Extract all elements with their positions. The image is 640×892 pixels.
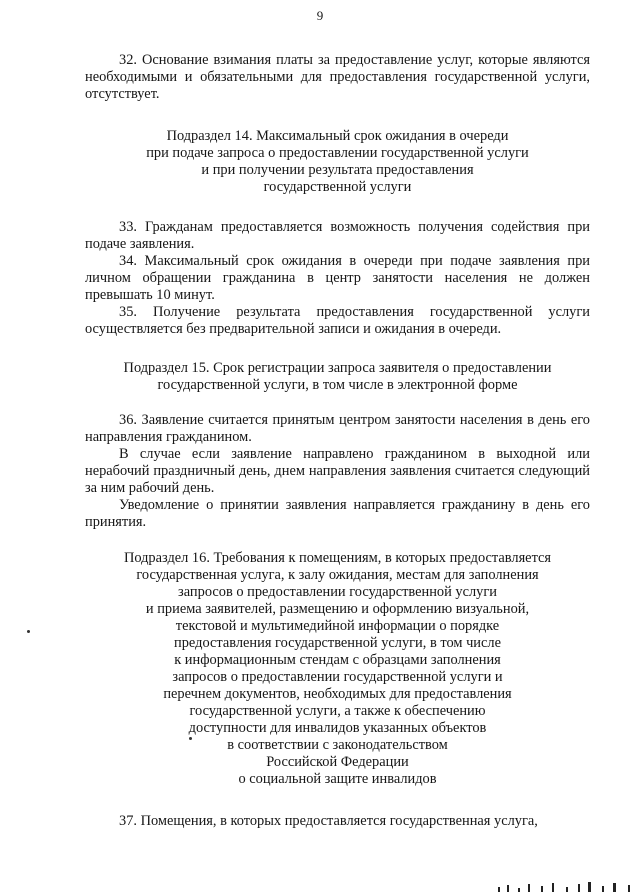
paragraph-36-weekend: В случае если заявление направлено гражданином в выходной или нерабочий праздничный день, днем направления заявления считается следующий за ним рабочий день.: [85, 446, 590, 496]
subsection-16-line: предоставления государственной услуги, в том числе: [174, 635, 501, 651]
subsection-16-line: в соответствии с законодательством: [227, 737, 448, 753]
subsection-15-heading: [85, 360, 590, 394]
paragraph-36-notice: Уведомление о принятии заявления направляется гражданину в день его принятия.: [85, 497, 590, 530]
subsection-16-line: о социальной защите инвалидов: [238, 771, 437, 787]
subsection-16-heading: [85, 550, 590, 788]
subsection-16-line: доступности для инвалидов указанных объектов: [188, 720, 487, 736]
paragraph-33: 33. Гражданам предоставляется возможность получения содействия при подаче заявления.: [85, 219, 590, 252]
paragraph-34: 34. Максимальный срок ожидания в очереди при подаче заявления при личном обращении гражданина в центр занятости населения не должен превышать 10 минут.: [85, 253, 590, 303]
subsection-16-line: государственной услуги, а также к обеспечению: [189, 703, 486, 719]
scan-speck: [189, 737, 192, 740]
subsection-16-line: запросов о предоставлении государственной услуги: [178, 584, 497, 600]
subsection-16-line: и приема заявителей, размещению и оформлению визуальной,: [145, 601, 530, 617]
subsection-15-line: Подраздел 15. Срок регистрации запроса заявителя о предоставлении: [123, 360, 552, 376]
subsection-16-line: государственная услуга, к залу ожидания, местам для заполнения: [136, 567, 539, 583]
subsection-15-line: государственной услуги, в том числе в электронной форме: [157, 377, 518, 393]
paragraph-35: 35. Получение результата предоставления государственной услуги осуществляется без предварительной записи и ожидания в очереди.: [85, 304, 590, 337]
paragraph-32: 32. Основание взимания платы за предоставление услуг, которые являются необходимыми и обязательными для предоставления государственной услуги, отсутствует.: [85, 52, 590, 102]
subsection-14-line: при подаче запроса о предоставлении государственной услуги: [146, 145, 529, 161]
paragraph-36: 36. Заявление считается принятым центром занятости населения в день его направления гражданином.: [85, 412, 590, 445]
subsection-16-line: Российской Федерации: [266, 754, 409, 770]
subsection-16-line: Подраздел 16. Требования к помещениям, в которых предоставляется: [123, 550, 552, 566]
scan-speck: [27, 630, 30, 633]
subsection-14-line: государственной услуги: [263, 179, 412, 195]
subsection-14-line: Подраздел 14. Максимальный срок ожидания в очереди: [166, 128, 509, 144]
document-body: [85, 52, 590, 830]
subsection-14-heading: [85, 128, 590, 196]
page-number: 9: [316, 8, 324, 23]
subsection-16-line: запросов о предоставлении государственной услуги и: [172, 669, 503, 685]
subsection-16-line: к информационным стендам с образцами заполнения: [174, 652, 501, 668]
paragraph-37: 37. Помещения, в которых предоставляется государственная услуга,: [119, 813, 538, 829]
scan-edge-marks: [490, 882, 640, 892]
subsection-16-line: перечнем документов, необходимых для предоставления: [163, 686, 512, 702]
subsection-14-line: и при получении результата предоставления: [201, 162, 474, 178]
subsection-16-line: текстовой и мультимедийной информации о порядке: [175, 618, 500, 634]
